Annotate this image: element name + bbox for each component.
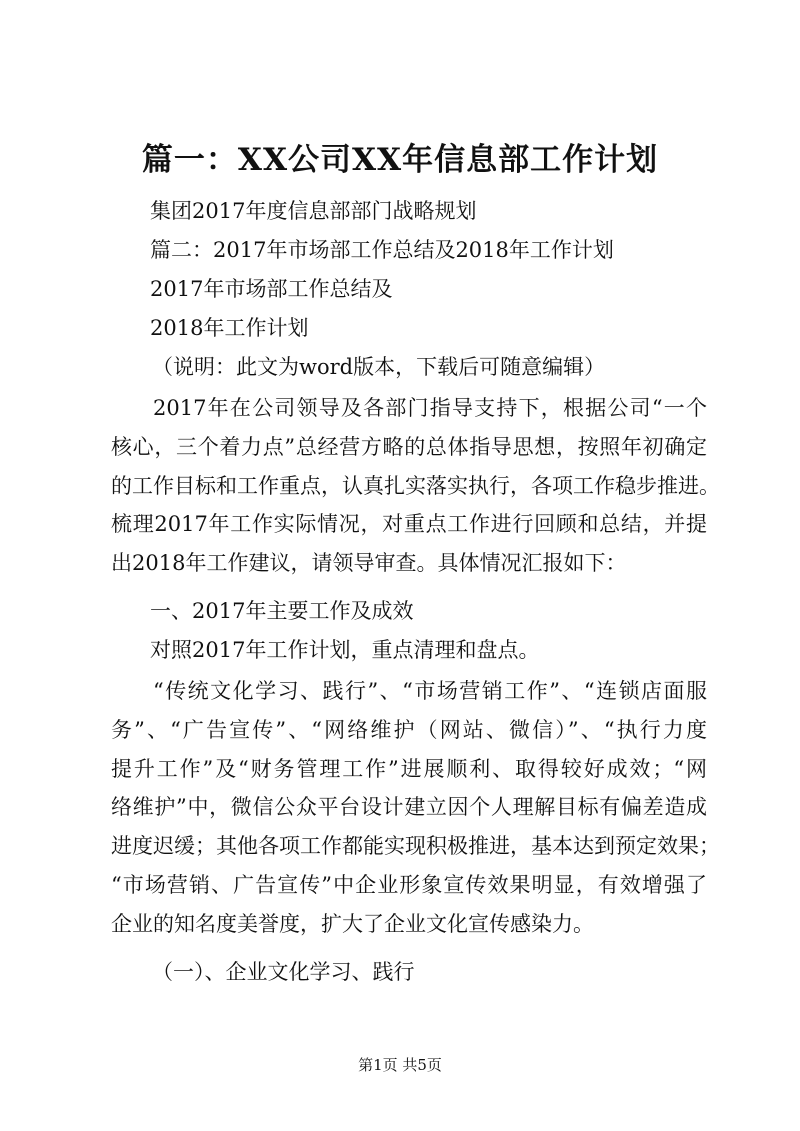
document-title: 篇一：XX公司XX年信息部工作计划 [141,142,659,178]
subtitle-line: 集团2017年度信息部部门战略规划 [150,199,477,223]
subtitle-line: 篇二：2017年市场部工作总结及2018年工作计划 [150,238,614,262]
paragraph-line: 务”、“广告宣传”、“网络维护（网站、微信）”、“执行力度 [111,717,707,742]
paragraph-line: “传统文化学习、践行”、“市场营销工作”、“连锁店面服 [153,679,707,703]
body-paragraph [111,672,720,944]
body-line: 对照2017年工作计划，重点清理和盘点。 [150,638,540,662]
paragraph-line: “市场营销、广告宣传”中企业形象宣传效果明显，有效增强了 [111,872,707,897]
paragraph-line: 络维护”中，微信公众平台设计建立因个人理解目标有偏差造成 [111,795,707,820]
paragraph-line: 核心，三个着力点”总经营方略的总体指导思想，按照年初确定 [111,434,707,459]
paragraph-line: 企业的知名度美誉度，扩大了企业文化宣传感染力。 [111,911,594,936]
paragraph-line: 进度迟缓；其他各项工作都能实现积极推进，基本达到预定效果； [111,834,720,859]
note-line: （说明：此文为word版本，下载后可随意编辑） [152,355,606,379]
paragraph-line: 提升工作”及“财务管理工作”进展顺利、取得较好成效；“网 [111,756,707,781]
page-footer: 第1页 共5页 [358,1056,442,1074]
paragraph-line: 梳理2017年工作实际情况，对重点工作进行回顾和总结，并提 [111,512,707,537]
section-heading: （一）、企业文化学习、践行 [152,960,415,984]
paragraph-line: 出2018年工作建议，请领导审查。具体情况汇报如下： [111,551,627,576]
subtitle-line: 2018年工作计划 [150,316,309,340]
body-paragraph [111,389,720,583]
paragraph-line: 2017年在公司领导及各部门指导支持下，根据公司“一个 [153,396,707,420]
subtitle-line: 2017年市场部工作总结及 [150,277,393,301]
section-heading: 一、2017年主要工作及成效 [150,599,414,623]
paragraph-line: 的工作目标和工作重点，认真扎实落实执行，各项工作稳步推进。 [111,473,720,498]
